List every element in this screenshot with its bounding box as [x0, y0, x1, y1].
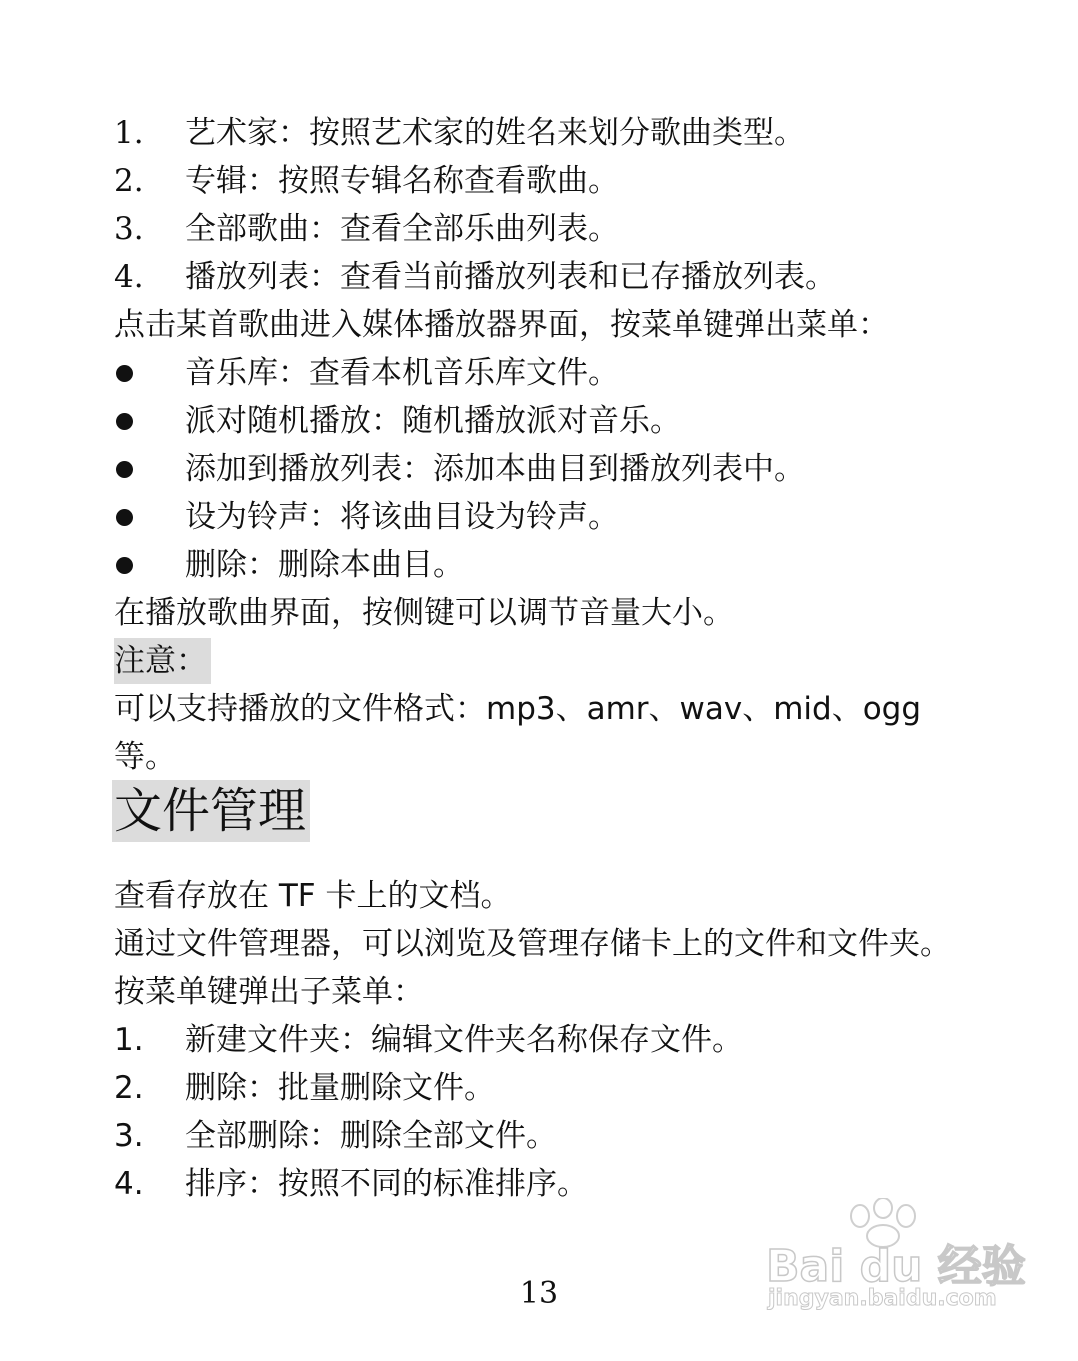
bullet-text: 删除：删除本曲目。 [185, 547, 464, 583]
list-number: 2. [114, 1070, 144, 1106]
volume-note-text: 在播放歌曲界面，按侧键可以调节音量大小。 [114, 595, 734, 631]
bullet-text: 设为铃声：将该曲目设为铃声。 [185, 499, 619, 535]
list-text: 删除：批量删除文件。 [185, 1070, 495, 1106]
note-label-text: 注意： [114, 638, 211, 684]
list-text: 排序：按照不同的标准排序。 [185, 1166, 588, 1202]
list-number: 1. [114, 115, 144, 151]
page-number: 13 [519, 1276, 559, 1311]
list-number: 2. [114, 163, 144, 199]
bullet-text: 音乐库：查看本机音乐库文件。 [185, 355, 619, 391]
fm-desc-3: 按菜单键弹出子菜单： [114, 974, 424, 1010]
watermark-brand: Bai du 经验 [766, 1241, 1026, 1292]
list-text: 全部歌曲：查看全部乐曲列表。 [185, 211, 619, 247]
bullet-icon [116, 413, 133, 430]
list-number: 1. [114, 1022, 144, 1058]
watermark-url: jingyan.baidu.com [768, 1286, 997, 1311]
section-title: 文件管理 [112, 780, 310, 842]
bullet-icon [116, 365, 133, 382]
bullet-text: 添加到播放列表：添加本曲目到播放列表中。 [185, 451, 805, 487]
note-text-line-1: 可以支持播放的文件格式：mp3、amr、wav、mid、ogg [114, 691, 922, 727]
fm-desc-1: 查看存放在 TF 卡上的文档。 [114, 878, 512, 914]
bullet-icon [116, 461, 133, 478]
list-number: 3. [114, 1118, 144, 1154]
bullet-text: 派对随机播放：随机播放派对音乐。 [185, 403, 681, 439]
list-number: 4. [114, 1166, 144, 1202]
list-number: 3. [114, 211, 144, 247]
list-number: 4. [114, 259, 144, 295]
list-text: 全部删除：删除全部文件。 [185, 1118, 557, 1154]
fm-desc-2: 通过文件管理器，可以浏览及管理存储卡上的文件和文件夹。 [114, 926, 951, 962]
note-text-line-2: 等。 [114, 739, 176, 775]
list-text: 艺术家：按照艺术家的姓名来划分歌曲类型。 [185, 115, 805, 151]
bullet-icon [116, 557, 133, 574]
list-text: 播放列表：查看当前播放列表和已存播放列表。 [185, 259, 836, 295]
list-text: 新建文件夹：编辑文件夹名称保存文件。 [185, 1022, 743, 1058]
player-intro-text: 点击某首歌曲进入媒体播放器界面，按菜单键弹出菜单： [114, 307, 889, 343]
list-text: 专辑：按照专辑名称查看歌曲。 [185, 163, 619, 199]
bullet-icon [116, 509, 133, 526]
